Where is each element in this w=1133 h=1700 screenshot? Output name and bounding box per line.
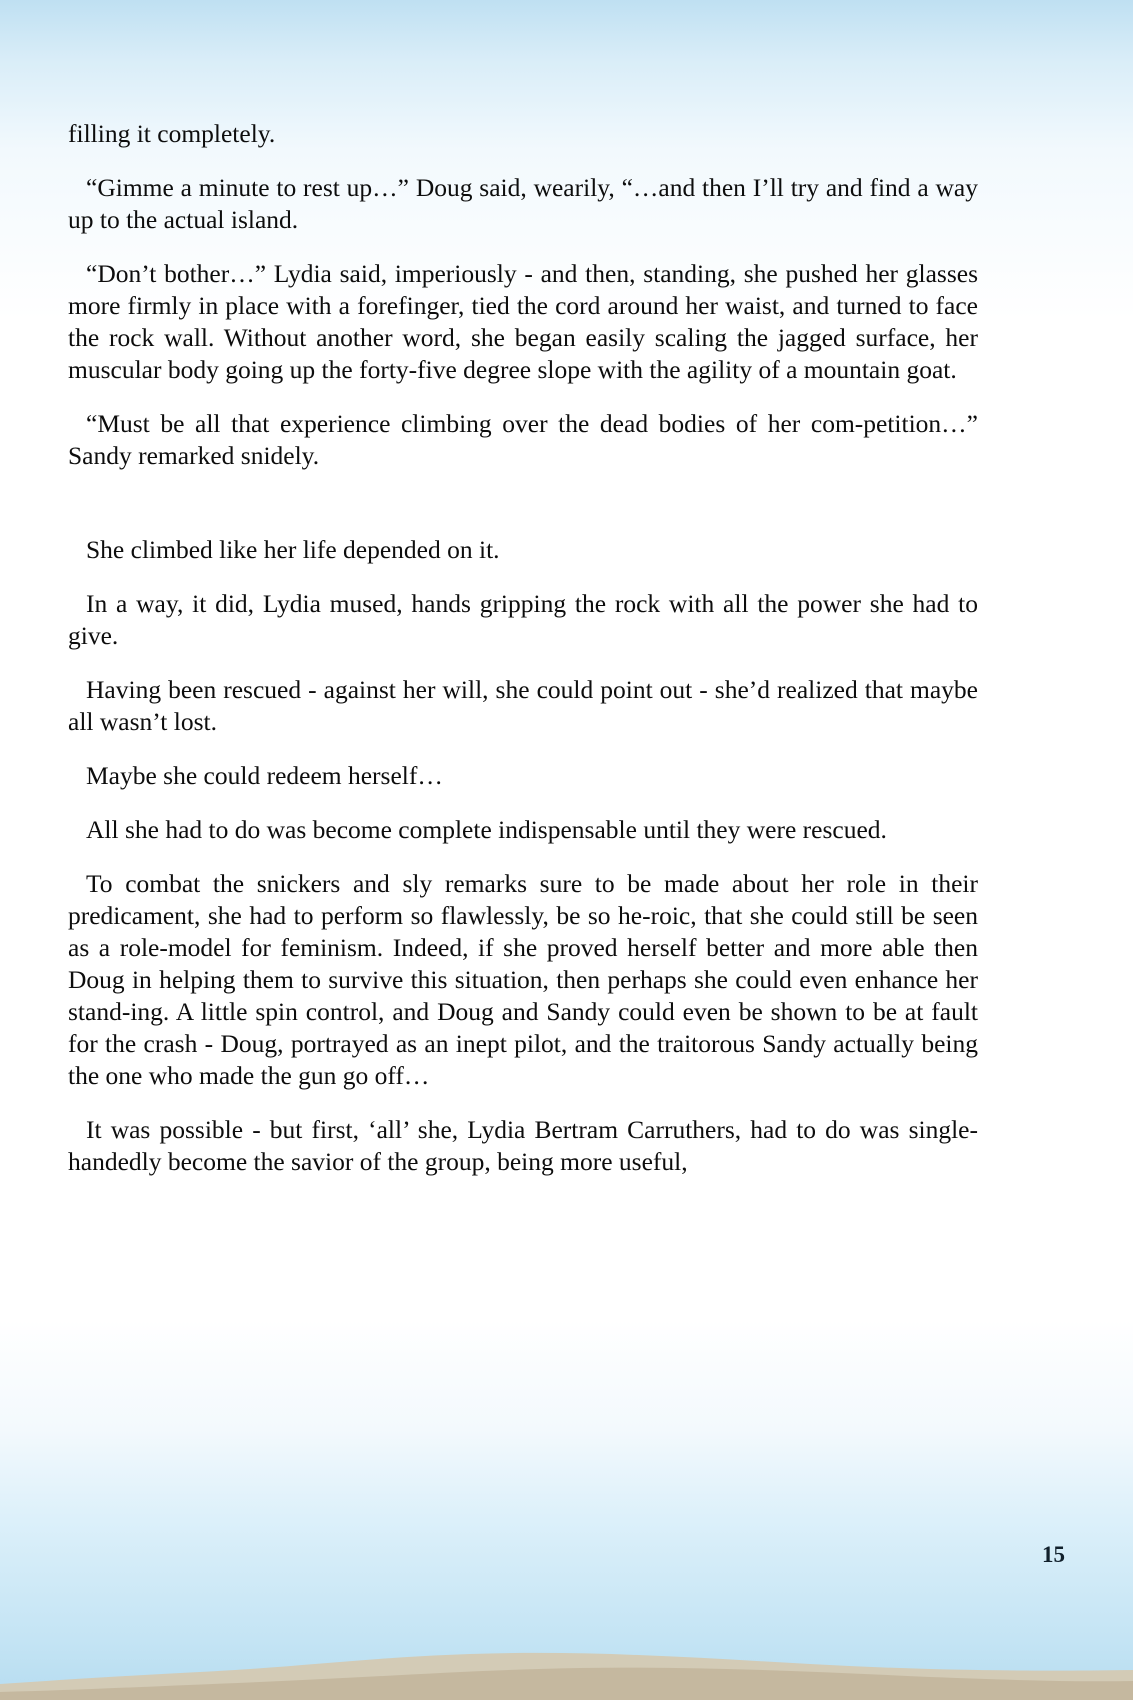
- paragraph: “Must be all that experience climbing over the dead bodies of her com-petition…” Sandy remarked snidely.: [68, 409, 978, 470]
- paragraph: To combat the snickers and sly remarks sure to be made about her role in their predicament, she had to perform so flawlessly, be so he-roic, that she could still be seen as a role-model for feminism. Indeed, if she proved herself better and more able then Doug in helping them to survive this situation, then perhaps she could even enhance her stand-ing. A little spin control, and Doug and Sandy could even be shown to be at fault for the crash - Doug, portrayed as an inept pilot, and the traitorous Sandy actually being the one who made the gun go off…: [68, 869, 978, 1090]
- page-number: 15: [1042, 1542, 1065, 1567]
- paragraph: All she had to do was become complete indispensable until they were rescued.: [86, 815, 887, 844]
- paragraph: Having been rescued - against her will, she could point out - she’d realized that maybe all wasn’t lost.: [68, 675, 978, 736]
- paragraph: filling it completely.: [68, 119, 276, 148]
- paragraph: Maybe she could redeem herself…: [86, 761, 443, 790]
- paragraph: She climbed like her life depended on it.: [86, 535, 500, 564]
- paragraph: “Don’t bother…” Lydia said, imperiously - and then, standing, she pushed her glasses more firmly in place with a forefinger, tied the cord around her waist, and turned to face the rock wall. Without another word, she began easily scaling the jagged surface, her muscular body going up the forty-five degree slope with the agility of a mountain goat.: [68, 259, 978, 384]
- page-body: [68, 118, 978, 1178]
- paragraph: “Gimme a minute to rest up…” Doug said, wearily, “…and then I’ll try and find a way up to the actual island.: [68, 173, 978, 234]
- paragraph: In a way, it did, Lydia mused, hands gripping the rock with all the power she had to give.: [68, 589, 978, 650]
- paragraph: It was possible - but first, ‘all’ she, Lydia Bertram Carruthers, had to do was single-handedly become the savior of the group, being more useful,: [68, 1115, 978, 1176]
- shore-illustration: [0, 1580, 1133, 1700]
